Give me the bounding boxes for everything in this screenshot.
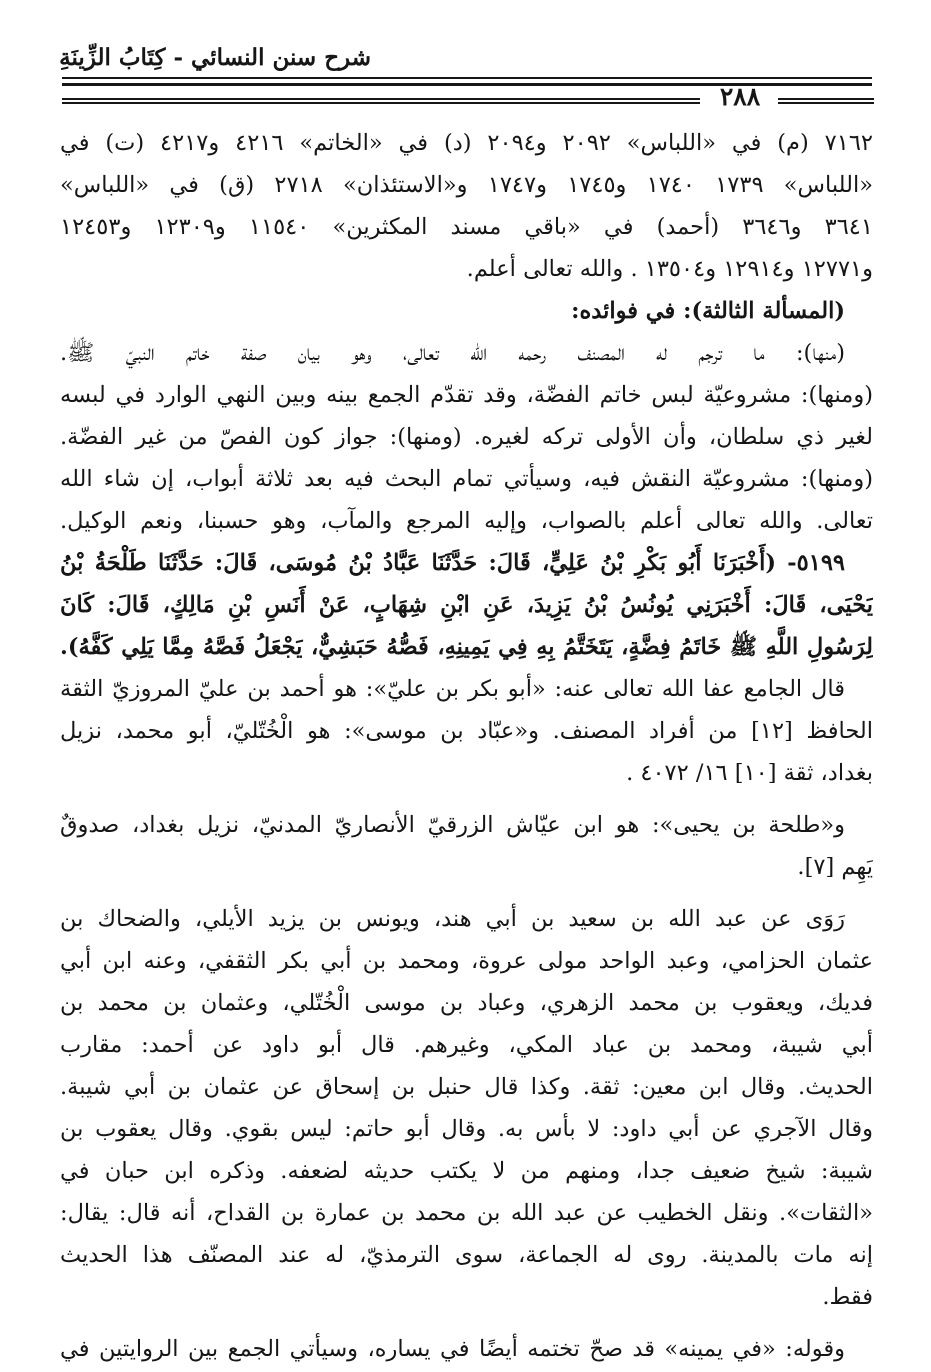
hadith-line: لِرَسُولِ اللَّهِ ﷺ خَاتَمُ فِضَّةٍ، يَتَخَتَّمُ بِهِ فِي يَمِينِهِ، فَصُّهُ حَبَشِيٌّ، يَجْعَلُ فَصَّهُ مِمَّا يَلِي كَفَّهُ).: [60, 634, 873, 660]
running-header-title: شرح سنن النسائي - كِتَابُ الزِّينَةِ: [59, 44, 371, 71]
text-line: (منها): ما ترجم له المصنف رحمه الله تعالى، وهو بيان صفة خاتم النبيّ ﷺ.: [60, 340, 845, 366]
text-line: (ومنها): مشروعيّة لبس خاتم الفضّة، وقد تقدّم الجمع بينه وبين النهي الوارد في لبسه: [60, 382, 873, 408]
text-line: رَوَى عن عبد الله بن سعيد بن أبي هند، ويونس بن يزيد الأيلي، والضحاك بن: [60, 906, 845, 932]
text-line: قال الجامع عفا الله تعالى عنه: «أبو بكر بن عليّ»: هو أحمد بن عليّ المروزيّ الثقة: [60, 676, 845, 702]
text-line: ٣٦٤١ و٣٦٤٦ (أحمد) في «باقي مسند المكثرين» ١١٥٤٠ و١٢٣٠٩ و١٢٤٥٣: [60, 214, 873, 240]
text-line: عثمان الحزامي، وعبد الواحد مولى عروة، ومحمد بن أبي بكر الثقفي، وعنه ابن أبي: [60, 948, 873, 974]
header-rule-thin: [62, 77, 872, 79]
text-line: إنه مات بالمدينة. روى له الجماعة، سوى الترمذيّ، له عند المصنّف هذا الحديث: [60, 1242, 873, 1268]
text-line: «اللباس» ١٧٣٩ ١٧٤٠ و١٧٤٥ و١٧٤٧ و«الاستئذان» ٢٧١٨ (ق) في «اللباس»: [60, 172, 873, 198]
text-line: الحديث. وقال ابن معين: ثقة. وكذا قال حنبل بن إسحاق عن عثمان بن أبي شيبة.: [60, 1074, 873, 1100]
page-body: [60, 122, 873, 1370]
text-line: بغداد، ثقة [١٠] ١٦/ ٤٠٧٢ .: [626, 760, 873, 786]
page-number-rule-left: [62, 98, 700, 104]
text-line: وقوله: «في يمينه» قد صحّ تختمه أيضًا في يساره، وسيأتي الجمع بين الروايتين في: [60, 1336, 845, 1362]
text-line: الحافظ [١٢] من أفراد المصنف. و«عبّاد بن موسى»: هو الْخُتّليّ، أبو محمد، نزيل: [60, 718, 873, 744]
text-line: وقال الآجري عن أبي داود: لا بأس به. وقال أبو حاتم: ليس بقوي. وقال يعقوب بن: [60, 1116, 873, 1142]
page-number-rule-right: [778, 98, 874, 104]
text-line: ٧١٦٢ (م) في «اللباس» ٢٠٩٢ و٢٠٩٤ (د) في «الخاتم» ٤٢١٦ و٤٢١٧ (ت) في: [60, 130, 873, 156]
text-line: يَهِم [٧].: [797, 854, 873, 880]
text-line: و١٢٧٧١ و١٢٩١٤ و١٣٥٠٤ . والله تعالى أعلم.: [466, 256, 873, 282]
text-line: (ومنها): مشروعيّة النقش فيه، وسيأتي تمام البحث فيه بعد ثلاثة أبواب، إن شاء الله: [60, 466, 873, 492]
text-line: لغير ذي سلطان، وأن الأولى تركه لغيره. (ومنها): جواز كون الفصّ من غير الفضّة.: [60, 424, 873, 450]
hadith-line: يَحْيَى، قَالَ: أَخْبَرَنِي يُونُسُ بْنُ يَزِيدَ، عَنِ ابْنِ شِهَابٍ، عَنْ أَنَسِ بْنِ مَالِكٍ، قَالَ: كَانَ: [60, 592, 873, 618]
text-line: فديك، ويعقوب بن محمد الزهري، وعباد بن موسى الْخُتّلي، وعثمان بن محمد بن: [60, 990, 873, 1016]
text-line: و«طلحة بن يحيى»: هو ابن عيّاش الزرقيّ الأنصاريّ المدنيّ، نزيل بغداد، صدوقٌ: [60, 812, 845, 838]
text-line: أبي شيبة، ومحمد بن عباد المكي، وغيرهم. قال أبو داود عن أحمد: مقارب: [60, 1032, 873, 1058]
text-line: «الثقات». ونقل الخطيب عن عبد الله بن محمد بن عمارة بن القداح، أنه قال: يقال:: [60, 1200, 873, 1226]
text-line: تعالى. والله تعالى أعلم بالصواب، وإليه المرجع والمآب، وهو حسبنا، ونعم الوكيل.: [60, 508, 873, 534]
text-line: فقط.: [822, 1284, 873, 1310]
page-number: ٢٨٨: [719, 82, 761, 111]
hadith-line: ٥١٩٩- (أَخْبَرَنَا أَبُو بَكْرِ بْنُ عَلِيٍّ، قَالَ: حَدَّثَنَا عَبَّادُ بْنُ مُوسَى، قَالَ: حَدَّثَنَا طَلْحَةُ بْنُ: [60, 550, 845, 576]
section-heading: (المسألة الثالثة): في فوائده:: [571, 298, 845, 324]
text-line: شيبة: شيخ ضعيف جدا، ومنهم من لا يكتب حديثه لضعفه. وذكره ابن حبان في: [60, 1158, 873, 1184]
